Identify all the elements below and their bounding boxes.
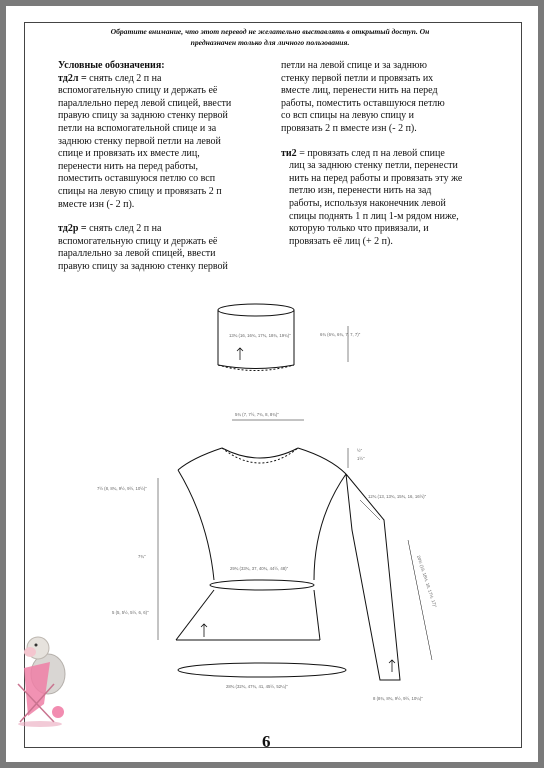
ti2-abbr: ти2	[281, 147, 297, 159]
td2l-line: петли на вспомогательной спице и за	[58, 122, 217, 134]
sleeve-top-label: 12¾ (13, 13¾, 15¾, 16, 16½)"	[368, 494, 427, 499]
legend-heading: Условные обозначения:	[58, 60, 165, 71]
td2r-abbr: тд2р =	[58, 223, 87, 235]
ti2-line: нить на перед работы и провязать эту же	[289, 172, 463, 184]
cowl-height-label: 6¾ (6¾, 6¾, 7, 7, 7)"	[320, 332, 361, 337]
td2l-line: заднюю стенку первой петли на левой	[58, 135, 221, 147]
notice-line-1: Обратите внимание, что этот перевод не желательно выставлять в открытый доступ. Он	[110, 27, 430, 36]
td2l-line: спице и провязать их вместе лиц,	[58, 148, 200, 160]
cowl-width-label: 13¾ (16, 16¾, 17¾, 18¾, 19¾)"	[229, 333, 291, 338]
sweater-shape	[176, 448, 400, 680]
ti2-line: которую только что привязали, и	[289, 223, 429, 235]
rib-height-label: 5 (5, 5½, 5½, 6, 6)"	[112, 610, 149, 615]
ti2-line: провязать её лиц (+ 2 п).	[289, 235, 393, 247]
td2r-cont-line: петли на левой спице и за заднюю	[281, 60, 427, 71]
td2l-first-line: тд2л = снять след 2 п на	[58, 72, 162, 84]
td2l-line: спицы на левую спицу и провязать 2 п	[58, 185, 222, 197]
td2r-cont-line: работы, поместить оставшуюся петлю	[281, 97, 445, 109]
page-number: 6	[262, 732, 271, 751]
td2l-line: вспомогательную спицу и держать её	[58, 85, 218, 97]
notice-line-2: предназначен только для личного пользования.	[190, 38, 350, 47]
ti2-first-line: ти2 = провязать след п на левой спице	[281, 147, 445, 159]
td2r-cont-line: стенку первой петли и провязать их	[281, 72, 434, 84]
small-measure-a: ½"	[357, 448, 363, 453]
td2r-cont-line: со всп спицы на левую спицу и	[281, 110, 415, 122]
td2r-line: правую спицу за заднюю стенку первой	[58, 260, 228, 272]
td2r-cont-line: провязать 2 п вместе изн (- 2 п).	[281, 122, 417, 134]
td2l-line: перенести нить на перед работы,	[58, 160, 199, 172]
td2r-line: вспомогательную спицу и держать её	[58, 235, 218, 247]
td2l-line: вместе изн (- 2 п).	[58, 198, 135, 210]
direction-arrows	[201, 348, 395, 672]
td2r-line: параллельно за левой спицей, ввести	[58, 248, 216, 260]
ti2-line: работы, используя наконечник левой	[289, 197, 446, 209]
ti2-line: спицы поднять 1 п лиц 1-м рядом ниже,	[289, 210, 459, 222]
sleeve-length-label: 20½ (19, 18½, 18, 17½, 17)"	[416, 554, 438, 609]
td2l-line: поместить оставшуюся петлю со всп	[58, 173, 216, 185]
td2l-abbr: тд2л =	[58, 72, 87, 84]
td2l-line: параллельно перед левой спицей, ввести	[58, 97, 232, 109]
td2r-first-line: тд2р = снять след 2 п на	[58, 223, 162, 235]
sheep-knitting-logo	[10, 628, 70, 728]
small-measure-b: 1½"	[357, 456, 365, 461]
neck-width-label: 5¾ (7, 7½, 7¾, 8, 8¾)"	[235, 412, 279, 417]
body-length-label: 7¾"	[138, 554, 146, 559]
td2r-cont-line: вместе лиц, перенести нить на перед	[281, 85, 438, 97]
ti2-line: петлю изн, перенести нить на зад	[289, 185, 432, 197]
hem-label: 28¾ (32¾, 47¾, 41, 45½, 52¼)"	[226, 684, 288, 689]
ti2-line: лиц за заднюю стенку петли, перенести	[289, 160, 458, 172]
td2l-line: правую спицу за заднюю стенку первой	[58, 110, 228, 122]
chest-label: 29¾ (33¾, 37, 40¾, 44½, 48)"	[230, 566, 289, 571]
yoke-depth-label: 7½ (8, 8¾, 9½, 9½, 10½)"	[97, 486, 147, 491]
cuff-label: 8 (8¾, 8¾, 9½, 9½, 10¼)"	[373, 696, 423, 701]
